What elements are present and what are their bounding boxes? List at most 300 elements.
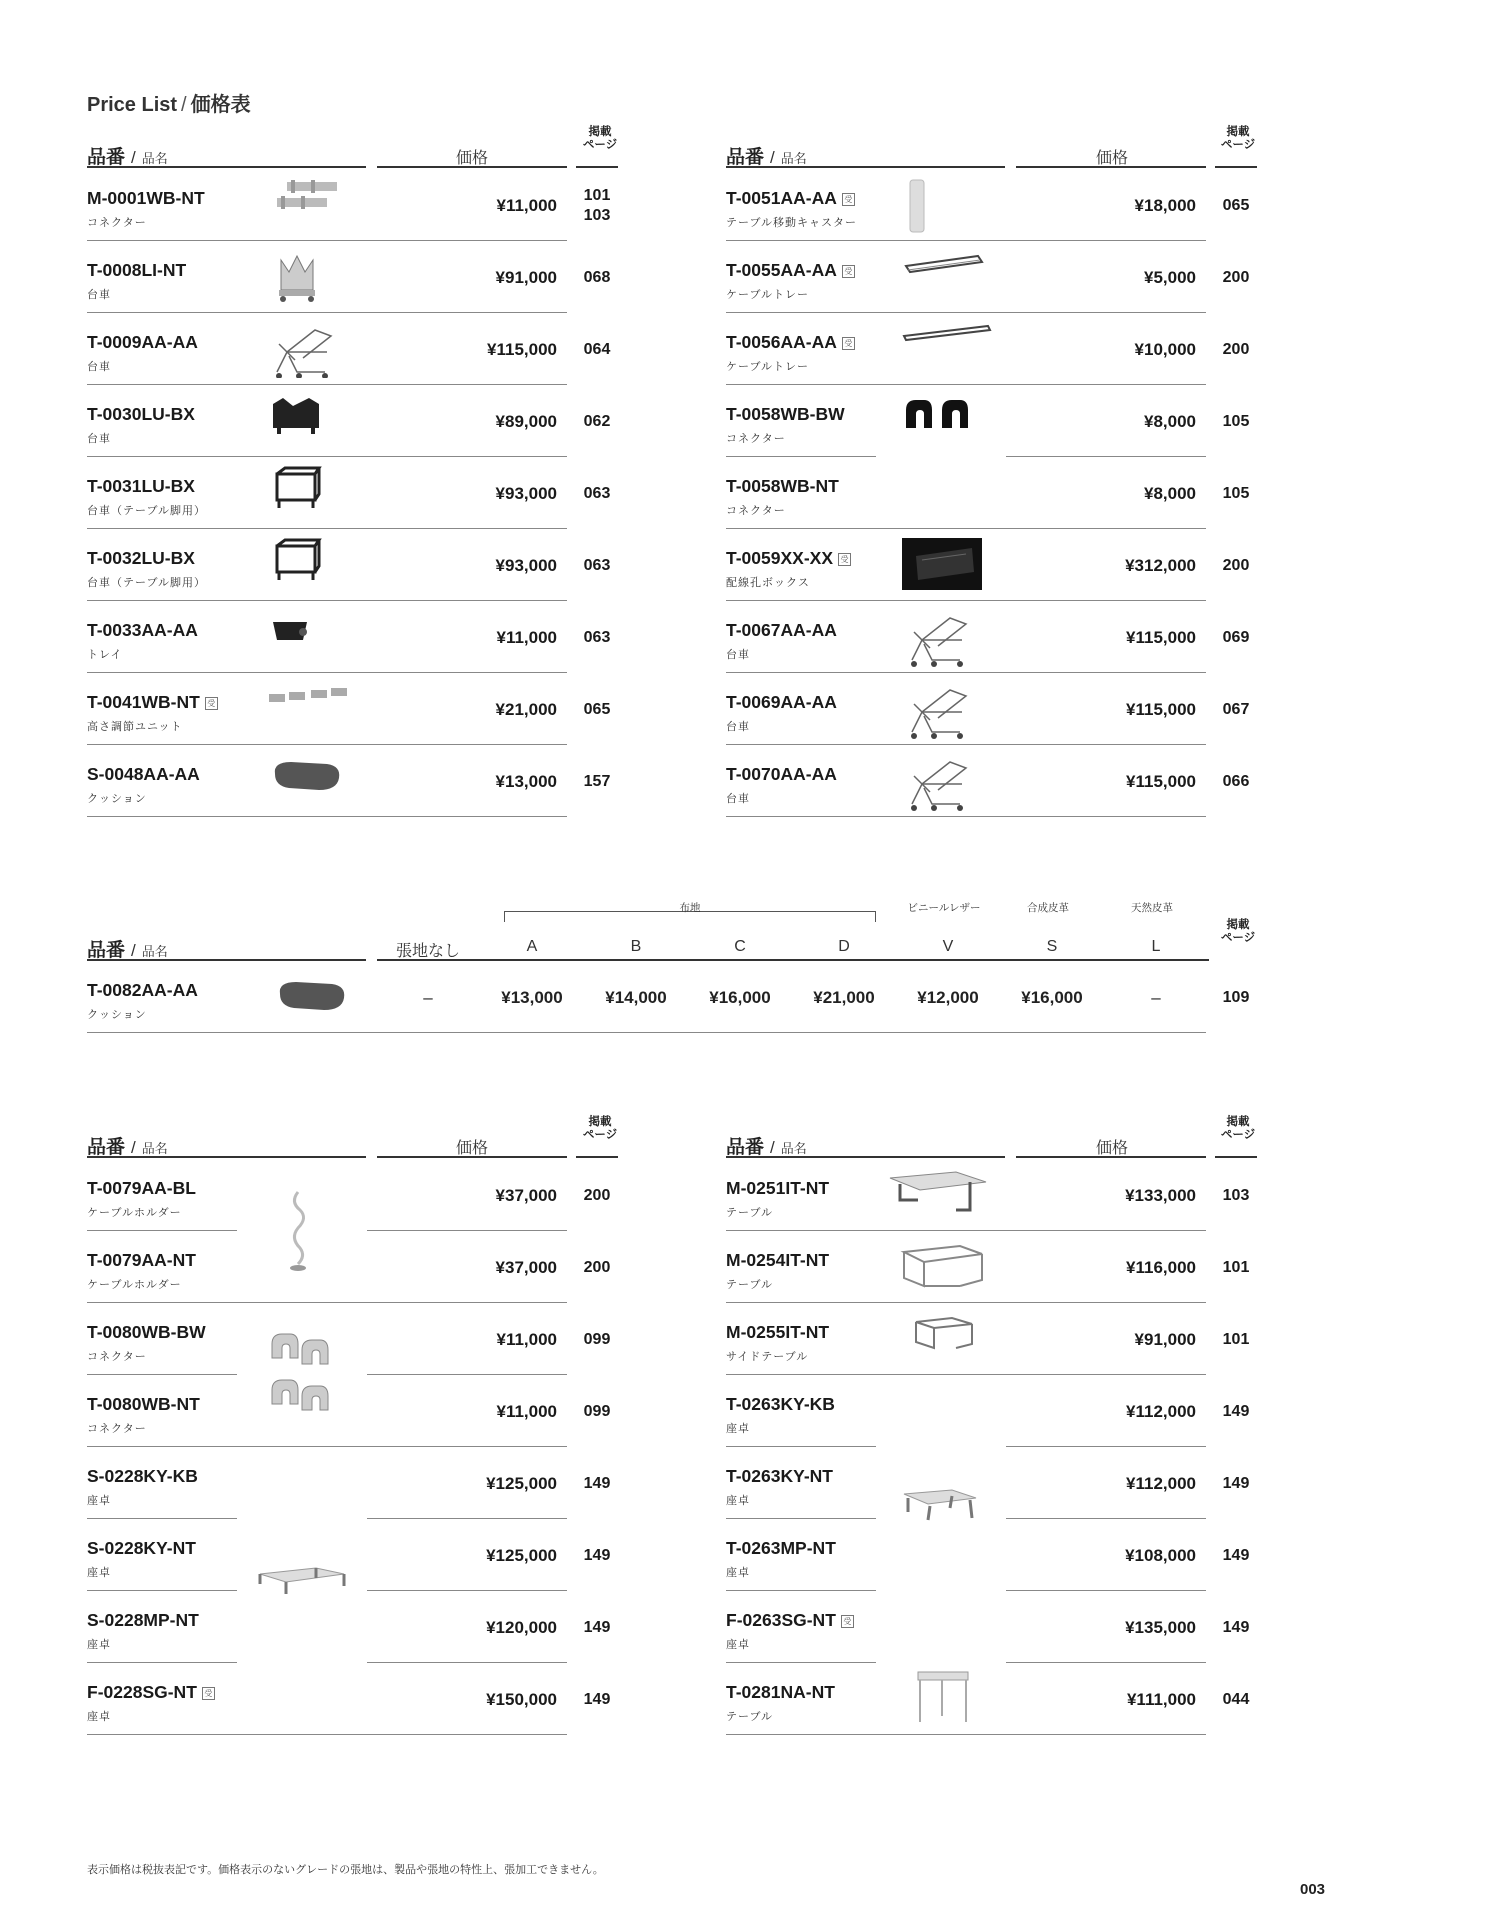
- synthetic-leather-label: 合成皮革: [1027, 902, 1069, 914]
- page-ref: 149: [1222, 1547, 1250, 1564]
- product-price: ¥8,000: [1144, 484, 1196, 503]
- product-name: 座卓: [726, 1639, 750, 1651]
- header-page-line2: ページ: [582, 139, 618, 151]
- product-price: ¥133,000: [1125, 1186, 1196, 1205]
- header-rule: [1215, 1156, 1257, 1158]
- page-ref: 103: [583, 207, 611, 224]
- page-ref: 149: [583, 1619, 611, 1636]
- product-price: ¥13,000: [495, 772, 557, 791]
- product-name: コネクター: [87, 1423, 147, 1435]
- row-divider: [87, 240, 567, 241]
- product-price: ¥150,000: [486, 1690, 557, 1709]
- page-ref: 063: [583, 485, 611, 502]
- page-ref: 105: [1222, 413, 1250, 430]
- product-code-text: F-0263SG-NT: [726, 1610, 836, 1630]
- row-divider: [726, 456, 876, 457]
- product-page: [572, 1330, 622, 1350]
- product-code-text: T-0079AA-NT: [87, 1250, 196, 1270]
- row-divider: [87, 1032, 1206, 1033]
- product-name: 配線孔ボックス: [726, 577, 810, 589]
- page-ref: 149: [583, 1691, 611, 1708]
- wire-table-icon: [900, 1238, 986, 1290]
- row-divider: [726, 240, 1206, 241]
- product-name: サイドテーブル: [726, 1351, 809, 1363]
- product-page: [1211, 772, 1261, 792]
- product-code-text: T-0051AA-AA: [726, 188, 837, 208]
- product-price: ¥312,000: [1125, 556, 1196, 575]
- product-name: 座卓: [87, 1639, 111, 1651]
- product-code: [726, 188, 855, 209]
- header-code-label: 品番: [87, 147, 126, 168]
- product-page: [1211, 700, 1261, 720]
- product-name: 座卓: [726, 1423, 750, 1435]
- product-code: [87, 476, 195, 497]
- header-page-line2: ページ: [1220, 932, 1256, 944]
- grade-column-header: D: [838, 938, 850, 955]
- product-page: [1211, 1474, 1261, 1494]
- product-page: [572, 484, 622, 504]
- header-page-line1: 掲載: [588, 1116, 612, 1128]
- header-code-label: 品番: [726, 147, 765, 168]
- row-divider: [87, 1302, 567, 1303]
- cable-holder-icon: [268, 1188, 328, 1278]
- product-price: ¥125,000: [486, 1546, 557, 1565]
- low-table-icon: [256, 1564, 351, 1604]
- table-icon: [886, 1170, 996, 1220]
- product-page: [572, 412, 622, 432]
- page-ref: 101: [583, 187, 611, 204]
- page-ref: 200: [583, 1259, 611, 1276]
- product-code: [726, 764, 837, 785]
- header-name-label: 品名: [780, 151, 807, 166]
- product-code-text: T-0055AA-AA: [726, 260, 837, 280]
- page-ref: 066: [1222, 773, 1250, 790]
- product-code-text: S-0228KY-NT: [87, 1538, 196, 1558]
- made-to-order-badge: 受: [205, 697, 218, 710]
- product-price: ¥93,000: [495, 556, 557, 575]
- connector-bars-icon: [267, 178, 347, 234]
- product-code-text: T-0030LU-BX: [87, 404, 195, 424]
- header-page-line2: ページ: [1220, 1129, 1256, 1141]
- column-header-page: [1216, 919, 1260, 945]
- cable-tray-long-icon: [902, 322, 992, 380]
- product-code: [726, 1394, 835, 1415]
- connector-white-icon: [268, 1330, 338, 1370]
- product-code-text: M-0254IT-NT: [726, 1250, 830, 1270]
- product-code: [87, 764, 200, 785]
- page-ref: 099: [583, 1331, 611, 1348]
- page-ref: 149: [583, 1475, 611, 1492]
- product-name: 台車（テーブル脚用）: [87, 577, 207, 589]
- product-page: [1211, 412, 1261, 432]
- product-page: [572, 556, 622, 576]
- header-rule: [87, 959, 366, 961]
- natural-leather-label: 天然皮革: [1131, 902, 1173, 914]
- header-name-label: 品名: [141, 944, 168, 959]
- caster-icon: [902, 178, 992, 236]
- fabric-group-label: 布地: [679, 902, 701, 914]
- grade-column-header: B: [630, 938, 642, 955]
- product-price: ¥89,000: [495, 412, 557, 431]
- header-name-label: 品名: [780, 1141, 807, 1156]
- product-name: コネクター: [726, 433, 786, 445]
- product-code-text: T-0069AA-AA: [726, 692, 837, 712]
- row-divider: [87, 816, 567, 817]
- product-name: 台車: [87, 289, 111, 301]
- product-price: ¥115,000: [1126, 772, 1196, 791]
- page-title-en: Price List: [87, 94, 178, 116]
- grade-price: –: [423, 988, 433, 1007]
- cart-icon: [267, 250, 347, 306]
- row-divider: [1006, 1446, 1206, 1447]
- column-header-price: 価格: [456, 1140, 489, 1157]
- product-name: テーブル: [726, 1279, 774, 1291]
- row-divider: [87, 1662, 237, 1663]
- product-code-text: T-0079AA-BL: [87, 1178, 196, 1198]
- vinyl-leather-label: ビニールレザー: [907, 902, 981, 914]
- header-slash: /: [770, 148, 775, 167]
- header-rule: [576, 1156, 618, 1158]
- grade-column-header: V: [942, 938, 954, 955]
- made-to-order-badge: 受: [202, 1687, 215, 1700]
- product-page: [572, 772, 622, 792]
- column-header-code: [726, 142, 807, 169]
- grade-price: ¥16,000: [1021, 988, 1083, 1007]
- product-name: コネクター: [87, 217, 147, 229]
- product-code-text: T-0067AA-AA: [726, 620, 837, 640]
- product-price: ¥21,000: [495, 700, 557, 719]
- row-divider: [726, 1662, 876, 1663]
- product-code-text: T-0058WB-NT: [726, 476, 839, 496]
- product-page: [572, 1258, 622, 1278]
- page-ref: 068: [583, 269, 611, 286]
- header-rule: [377, 166, 567, 168]
- product-code-text: T-0070AA-AA: [726, 764, 837, 784]
- column-header-code: [87, 1132, 168, 1159]
- page-ref: 063: [583, 629, 611, 646]
- header-rule: [87, 1156, 366, 1158]
- product-code: [87, 188, 205, 209]
- product-price: ¥135,000: [1125, 1618, 1196, 1637]
- header-slash: /: [770, 1138, 775, 1157]
- header-slash: /: [131, 148, 136, 167]
- column-header-page: [1216, 1116, 1260, 1142]
- column-header-code: [726, 1132, 807, 1159]
- product-code: [726, 548, 851, 569]
- row-divider: [87, 1590, 237, 1591]
- product-name: 座卓: [726, 1567, 750, 1579]
- product-code-text: T-0080WB-BW: [87, 1322, 206, 1342]
- product-code-text: M-0255IT-NT: [726, 1322, 830, 1342]
- product-page: [1211, 1258, 1261, 1278]
- row-divider: [87, 1374, 237, 1375]
- made-to-order-badge: 受: [842, 193, 855, 206]
- product-page: [1211, 1330, 1261, 1350]
- header-name-label: 品名: [141, 1141, 168, 1156]
- row-divider: [87, 1446, 567, 1447]
- row-divider: [87, 456, 567, 457]
- row-divider: [726, 672, 1206, 673]
- product-price: ¥115,000: [1126, 700, 1196, 719]
- header-page-line1: 掲載: [1226, 126, 1250, 138]
- product-code: [87, 1682, 215, 1703]
- made-to-order-badge: 受: [842, 337, 855, 350]
- page-title: Price List / 価格表: [87, 94, 251, 116]
- grade-column-header: 張地なし: [395, 943, 460, 960]
- product-code-text: S-0048AA-AA: [87, 764, 200, 784]
- row-divider: [367, 1518, 567, 1519]
- product-code-text: T-0031LU-BX: [87, 476, 195, 496]
- header-page-line2: ページ: [582, 1129, 618, 1141]
- product-name: ケーブルホルダー: [87, 1207, 182, 1219]
- height-unit-icon: [267, 682, 347, 738]
- row-divider: [367, 1374, 567, 1375]
- header-rule: [726, 1156, 1005, 1158]
- product-code: [726, 1250, 829, 1271]
- product-name: テーブル: [726, 1711, 774, 1723]
- row-divider: [726, 528, 1206, 529]
- grade-price: ¥21,000: [813, 988, 875, 1007]
- product-code: [726, 476, 839, 497]
- product-price: ¥120,000: [486, 1618, 557, 1637]
- product-code: [726, 1538, 836, 1559]
- product-price: ¥11,000: [496, 196, 557, 215]
- row-divider: [87, 600, 567, 601]
- wire-cart-icon: [267, 322, 347, 378]
- product-name: 座卓: [87, 1495, 111, 1507]
- product-code-text: T-0059XX-XX: [726, 548, 833, 568]
- row-divider: [1006, 1662, 1206, 1663]
- header-code-label: 品番: [726, 1137, 765, 1158]
- page-number: 003: [1300, 1881, 1326, 1898]
- row-divider: [87, 672, 567, 673]
- product-code: [87, 620, 198, 641]
- grade-column-header: S: [1046, 938, 1058, 955]
- product-page: [572, 700, 622, 720]
- row-divider: [726, 384, 1206, 385]
- product-name: ケーブルトレー: [726, 361, 810, 373]
- row-divider: [87, 1518, 237, 1519]
- page-ref: 101: [1222, 1259, 1250, 1276]
- product-code: [87, 548, 195, 569]
- header-rule: [87, 166, 366, 168]
- product-price: ¥125,000: [486, 1474, 557, 1493]
- product-code: [87, 1394, 200, 1415]
- product-name: 台車: [87, 361, 111, 373]
- product-page: [1211, 484, 1261, 504]
- row-divider: [367, 1230, 567, 1231]
- product-name: クッション: [87, 1009, 147, 1021]
- connector-black-icon: [902, 394, 992, 452]
- header-rule: [1215, 166, 1257, 168]
- product-price: ¥91,000: [495, 268, 557, 287]
- product-page: [1211, 628, 1261, 648]
- product-price: ¥18,000: [1134, 196, 1196, 215]
- header-rule: [1016, 166, 1206, 168]
- page-ref: 149: [583, 1547, 611, 1564]
- row-divider: [87, 1230, 237, 1231]
- product-page: [572, 1546, 622, 1566]
- page-ref: 149: [1222, 1403, 1250, 1420]
- product-page: [572, 268, 622, 288]
- product-page: [572, 1186, 622, 1206]
- product-code: [87, 1466, 198, 1487]
- column-header-price: 価格: [1096, 150, 1129, 167]
- product-code: [726, 1610, 854, 1631]
- made-to-order-badge: 受: [841, 1615, 854, 1628]
- product-code-text: T-0281NA-NT: [726, 1682, 835, 1702]
- page-ref: 064: [583, 341, 611, 358]
- column-header-price: 価格: [1096, 1140, 1129, 1157]
- row-divider: [1006, 1590, 1206, 1591]
- grade-column-header: A: [526, 938, 538, 955]
- row-divider: [367, 1662, 567, 1663]
- product-code-text: T-0033AA-AA: [87, 620, 198, 640]
- product-price: ¥37,000: [495, 1186, 557, 1205]
- page-ref: 063: [583, 557, 611, 574]
- row-divider: [726, 1518, 876, 1519]
- header-code-label: 品番: [87, 1137, 126, 1158]
- page-ref: 149: [1222, 1475, 1250, 1492]
- tray-icon: [267, 610, 347, 666]
- product-page: [572, 186, 622, 226]
- product-code-text: M-0001WB-NT: [87, 188, 205, 208]
- row-divider: [726, 600, 1206, 601]
- frame-cart-icon: [267, 538, 347, 594]
- row-divider: [726, 816, 1206, 817]
- product-code-text: T-0032LU-BX: [87, 548, 195, 568]
- product-price: ¥116,000: [1126, 1258, 1196, 1277]
- page-ref: 065: [1222, 197, 1250, 214]
- column-header-page: [578, 126, 622, 152]
- page-ref: 149: [1222, 1619, 1250, 1636]
- page-ref: 105: [1222, 485, 1250, 502]
- product-code: [87, 1538, 196, 1559]
- grade-price: –: [1151, 988, 1161, 1007]
- column-header-code: [87, 142, 168, 169]
- wire-cart-icon: [902, 682, 992, 740]
- grade-price: ¥14,000: [605, 988, 667, 1007]
- row-divider: [1006, 456, 1206, 457]
- product-code: [726, 1682, 835, 1703]
- product-name: テーブル移動キャスター: [726, 217, 858, 229]
- product-code-text: M-0251IT-NT: [726, 1178, 830, 1198]
- product-code: [726, 620, 837, 641]
- product-code: [726, 1322, 829, 1343]
- product-code: [87, 1610, 199, 1631]
- product-code-text: S-0228KY-KB: [87, 1466, 198, 1486]
- connector-white-icon: [268, 1376, 338, 1416]
- product-code: [87, 404, 195, 425]
- product-code-text: T-0056AA-AA: [726, 332, 837, 352]
- header-slash: /: [131, 941, 136, 960]
- header-rule: [576, 166, 618, 168]
- page-title-ja: 価格表: [190, 94, 251, 116]
- product-page: [1211, 1690, 1261, 1710]
- box-cart-icon: [267, 394, 347, 450]
- page-ref: 062: [583, 413, 611, 430]
- wire-cart-icon: [902, 754, 992, 812]
- cable-tray-icon: [902, 250, 992, 308]
- product-name: 座卓: [87, 1567, 111, 1579]
- header-rule: [388, 959, 1209, 961]
- row-divider: [726, 1734, 1206, 1735]
- product-code: [726, 1178, 829, 1199]
- product-name: 台車: [726, 649, 750, 661]
- product-name: クッション: [87, 793, 147, 805]
- footnote: 表示価格は税抜表記です。価格表示のないグレードの張地は、製品や張地の特性上、張加工できません。: [87, 1864, 604, 1876]
- page-ref: 044: [1222, 1691, 1250, 1708]
- product-price: ¥11,000: [496, 1330, 557, 1349]
- page-ref: 157: [583, 773, 611, 790]
- product-name: テーブル: [726, 1207, 774, 1219]
- product-name: トレイ: [87, 649, 123, 661]
- page-ref: 101: [1222, 1331, 1250, 1348]
- product-code-text: T-0263KY-NT: [726, 1466, 833, 1486]
- product-price: ¥8,000: [1144, 412, 1196, 431]
- cushion-icon: [267, 754, 347, 810]
- product-name: 台車: [87, 433, 111, 445]
- product-code: [726, 1466, 833, 1487]
- wire-cart-icon: [902, 610, 992, 668]
- product-price: ¥112,000: [1126, 1474, 1196, 1493]
- header-slash: /: [131, 1138, 136, 1157]
- product-page: [572, 1402, 622, 1422]
- grade-price: ¥13,000: [501, 988, 563, 1007]
- page-ref: 200: [1222, 557, 1250, 574]
- product-price: ¥37,000: [495, 1258, 557, 1277]
- product-name: ケーブルホルダー: [87, 1279, 182, 1291]
- product-code: [726, 692, 837, 713]
- column-header-price: 価格: [456, 150, 489, 167]
- page-ref: 067: [1222, 701, 1250, 718]
- grade-column-header: C: [734, 938, 746, 955]
- product-page: [572, 1618, 622, 1638]
- product-code: [87, 692, 218, 713]
- made-to-order-badge: 受: [842, 265, 855, 278]
- column-header-page: [1216, 126, 1260, 152]
- product-price: ¥115,000: [487, 340, 557, 359]
- column-header-code: [87, 935, 168, 962]
- product-code-text: T-0009AA-AA: [87, 332, 198, 352]
- product-code-text: T-0058WB-BW: [726, 404, 845, 424]
- product-name: 台車（テーブル脚用）: [87, 505, 207, 517]
- row-divider: [726, 1230, 1206, 1231]
- product-page: [1211, 1546, 1261, 1566]
- header-page-line1: 掲載: [1226, 1116, 1250, 1128]
- zataku-icon: [900, 1486, 980, 1528]
- product-price: ¥93,000: [495, 484, 557, 503]
- header-page-line1: 掲載: [1226, 919, 1250, 931]
- product-code: [87, 1178, 196, 1199]
- product-price: ¥11,000: [496, 1402, 557, 1421]
- row-divider: [1006, 1518, 1206, 1519]
- row-divider: [87, 312, 567, 313]
- page-ref: 200: [1222, 341, 1250, 358]
- product-page: [1211, 268, 1261, 288]
- header-rule: [1016, 1156, 1206, 1158]
- row-divider: [726, 744, 1206, 745]
- product-page: [1211, 1186, 1261, 1206]
- product-name: ケーブルトレー: [726, 289, 810, 301]
- header-code-label: 品番: [87, 940, 126, 961]
- product-code: [726, 260, 855, 281]
- product-code: [87, 260, 186, 281]
- page-ref: 200: [1222, 269, 1250, 286]
- header-rule: [726, 166, 1005, 168]
- product-code-text: T-0263MP-NT: [726, 1538, 836, 1558]
- row-divider: [726, 1302, 1206, 1303]
